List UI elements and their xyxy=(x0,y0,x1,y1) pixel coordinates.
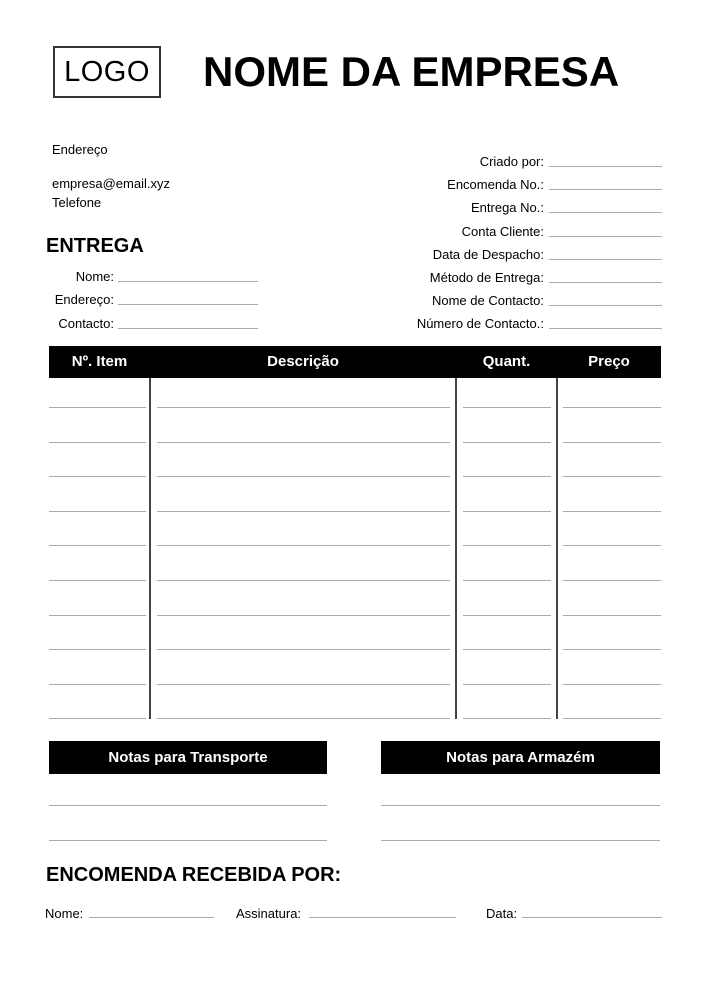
order-field-label: Nome de Contacto: xyxy=(431,293,544,309)
company-address: Endereço xyxy=(52,142,108,157)
description-cell[interactable] xyxy=(157,580,450,581)
description-cell[interactable] xyxy=(157,511,450,512)
order-field-label: Data de Despacho: xyxy=(432,246,544,262)
item-no-cell[interactable] xyxy=(49,649,146,650)
quantity-cell[interactable] xyxy=(463,511,551,512)
item-no-cell[interactable] xyxy=(49,511,146,512)
received-by-title: ENCOMENDA RECEBIDA POR: xyxy=(46,864,342,886)
received-date-label: Data: xyxy=(486,906,518,921)
description-cell[interactable] xyxy=(157,649,450,650)
delivery-field-label: Endereço: xyxy=(54,292,114,307)
transport-notes-title: Notas para Transporte xyxy=(108,749,268,766)
description-cell[interactable] xyxy=(157,718,450,719)
warehouse-note-line[interactable] xyxy=(381,840,660,841)
items-table-header xyxy=(49,346,661,378)
company-name: NOME DA EMPRESA xyxy=(203,48,620,95)
order-field-label: Número de Contacto.: xyxy=(416,316,544,332)
quantity-cell[interactable] xyxy=(463,580,551,581)
quantity-cell[interactable] xyxy=(463,442,551,443)
price-cell[interactable] xyxy=(563,718,661,719)
order-field-input[interactable] xyxy=(549,212,662,213)
item-no-cell[interactable] xyxy=(49,684,146,685)
column-separator xyxy=(556,378,558,719)
description-cell[interactable] xyxy=(157,545,450,546)
item-no-cell[interactable] xyxy=(49,442,146,443)
delivery-title: ENTREGA xyxy=(46,235,144,257)
column-separator xyxy=(455,378,457,719)
company-phone: Telefone xyxy=(52,195,102,210)
delivery-field-input[interactable] xyxy=(118,281,258,282)
quantity-cell[interactable] xyxy=(463,649,551,650)
item-no-cell[interactable] xyxy=(49,615,146,616)
price-cell[interactable] xyxy=(563,442,661,443)
warehouse-note-line[interactable] xyxy=(381,805,660,806)
received-signature-field[interactable] xyxy=(309,917,456,918)
order-field-label: Método de Entrega: xyxy=(429,270,544,285)
order-field-input[interactable] xyxy=(549,189,662,190)
item-no-cell[interactable] xyxy=(49,545,146,546)
logo-text: LOGO xyxy=(64,55,150,88)
description-cell[interactable] xyxy=(157,684,450,685)
quantity-cell[interactable] xyxy=(463,476,551,477)
column-header-price: Preço xyxy=(588,353,630,370)
received-signature-label: Assinatura: xyxy=(236,906,302,921)
order-field-label: Conta Cliente: xyxy=(461,223,544,239)
received-name-field[interactable] xyxy=(89,917,214,918)
transport-note-line[interactable] xyxy=(49,840,327,841)
received-name-label: Nome: xyxy=(45,906,84,921)
received-date-field[interactable] xyxy=(522,917,662,918)
warehouse-notes-header xyxy=(381,741,660,774)
price-cell[interactable] xyxy=(563,684,661,685)
order-field-input[interactable] xyxy=(549,236,662,237)
description-cell[interactable] xyxy=(157,476,450,477)
price-cell[interactable] xyxy=(563,615,661,616)
description-cell[interactable] xyxy=(157,407,450,408)
item-no-cell[interactable] xyxy=(49,580,146,581)
price-cell[interactable] xyxy=(563,476,661,477)
delivery-field-input[interactable] xyxy=(118,304,258,305)
quantity-cell[interactable] xyxy=(463,615,551,616)
column-header-description: Descrição xyxy=(267,353,339,370)
price-cell[interactable] xyxy=(563,407,661,408)
price-cell[interactable] xyxy=(563,511,661,512)
order-field-input[interactable] xyxy=(549,305,662,306)
quantity-cell[interactable] xyxy=(463,407,551,408)
item-no-cell[interactable] xyxy=(49,718,146,719)
column-separator xyxy=(149,378,151,719)
warehouse-notes-title: Notas para Armazém xyxy=(446,749,595,766)
quantity-cell[interactable] xyxy=(463,718,551,719)
column-header-item-no: Nº. Item xyxy=(71,353,128,370)
order-field-input[interactable] xyxy=(549,259,662,260)
order-field-input[interactable] xyxy=(549,166,662,167)
quantity-cell[interactable] xyxy=(463,545,551,546)
delivery-field-input[interactable] xyxy=(118,328,258,329)
transport-note-line[interactable] xyxy=(49,805,327,806)
order-field-input[interactable] xyxy=(549,282,662,283)
price-cell[interactable] xyxy=(563,580,661,581)
column-header-quantity: Quant. xyxy=(482,353,531,370)
description-cell[interactable] xyxy=(157,442,450,443)
order-field-label: Criado por: xyxy=(479,154,544,169)
logo xyxy=(53,46,161,98)
order-field-label: Entrega No.: xyxy=(471,200,544,216)
item-no-cell[interactable] xyxy=(49,407,146,408)
item-no-cell[interactable] xyxy=(49,476,146,477)
order-field-input[interactable] xyxy=(549,328,662,329)
quantity-cell[interactable] xyxy=(463,684,551,685)
transport-notes-header xyxy=(49,741,327,774)
price-cell[interactable] xyxy=(563,545,661,546)
delivery-field-label: Nome: xyxy=(75,269,114,284)
description-cell[interactable] xyxy=(157,615,450,616)
order-field-label: Encomenda No.: xyxy=(447,177,544,193)
company-email: empresa@email.xyz xyxy=(52,176,170,191)
delivery-field-label: Contacto: xyxy=(58,316,114,331)
price-cell[interactable] xyxy=(563,649,661,650)
